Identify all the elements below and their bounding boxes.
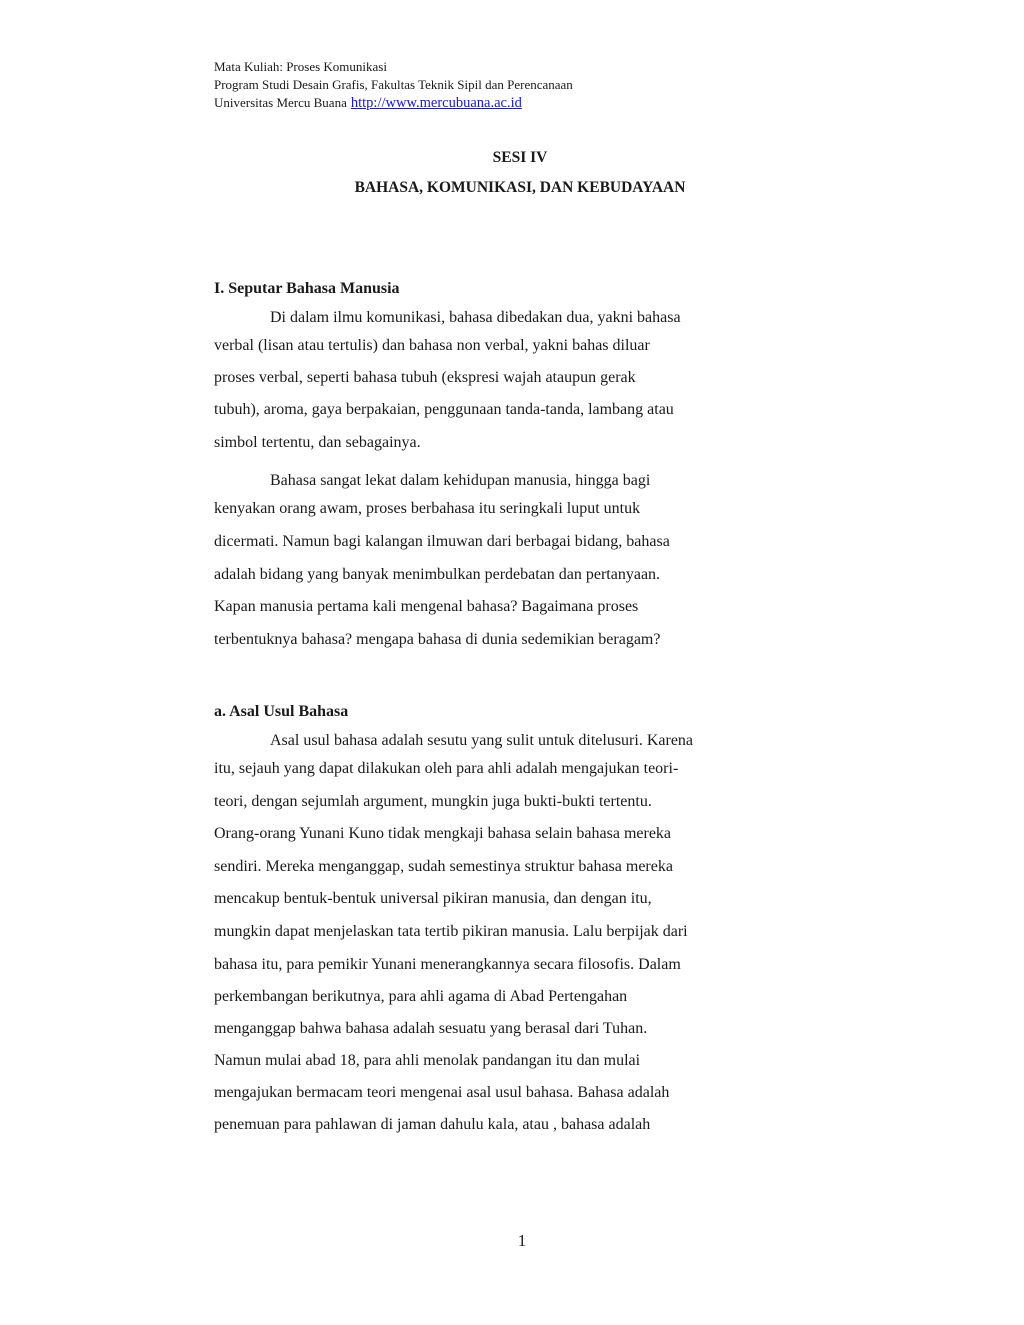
university-link[interactable]: http://www.mercubuana.ac.id bbox=[350, 95, 522, 111]
page-number: 1 bbox=[517, 1231, 527, 1250]
paragraph-line: Di dalam ilmu komunikasi, bahasa dibedakan dua, yakni bahasa bbox=[270, 309, 681, 326]
paragraph-line: Kapan manusia pertama kali mengenal bahasa? Bagaimana proses bbox=[214, 598, 639, 615]
paragraph-line: kenyakan orang awam, proses berbahasa itu seringkali luput untuk bbox=[214, 500, 641, 517]
paragraph-line: Bahasa sangat lekat dalam kehidupan manusia, hingga bagi bbox=[270, 472, 651, 489]
paragraph-line: teori, dengan sejumlah argument, mungkin juga bukti-bukti tertentu. bbox=[214, 793, 652, 810]
paragraph-line: mengajukan bermacam teori mengenai asal usul bahasa. Bahasa adalah bbox=[214, 1084, 670, 1101]
university-line bbox=[214, 94, 573, 112]
page-header bbox=[214, 58, 573, 112]
paragraph-line: sendiri. Mereka menganggap, sudah semestinya struktur bahasa mereka bbox=[214, 858, 673, 875]
session-title: SESI IV bbox=[492, 149, 548, 166]
paragraph-line: Orang-orang Yunani Kuno tidak mengkaji bahasa selain bahasa mereka bbox=[214, 825, 672, 842]
paragraph-line: menganggap bahwa bahasa adalah sesuatu yang berasal dari Tuhan. bbox=[214, 1020, 648, 1037]
paragraph-line: mencakup bentuk-bentuk universal pikiran manusia, dan dengan itu, bbox=[214, 890, 652, 907]
section-heading: I. Seputar Bahasa Manusia bbox=[214, 280, 400, 297]
paragraph-line: dicermati. Namun bagi kalangan ilmuwan dari berbagai bidang, bahasa bbox=[214, 533, 670, 550]
subsection-heading: a. Asal Usul Bahasa bbox=[214, 703, 349, 720]
paragraph-line: bahasa itu, para pemikir Yunani menerangkannya secara filosofis. Dalam bbox=[214, 956, 681, 973]
paragraph-line: tubuh), aroma, gaya berpakaian, penggunaan tanda-tanda, lambang atau bbox=[214, 401, 674, 418]
paragraph-line: Asal usul bahasa adalah sesutu yang sulit untuk ditelusuri. Karena bbox=[270, 732, 694, 749]
document-title: BAHASA, KOMUNIKASI, DAN KEBUDAYAAN bbox=[354, 179, 686, 196]
paragraph-line: simbol tertentu, dan sebagainya. bbox=[214, 434, 421, 451]
course-name: Mata Kuliah: Proses Komunikasi bbox=[214, 59, 387, 74]
paragraph-line: perkembangan berikutnya, para ahli agama di Abad Pertengahan bbox=[214, 988, 628, 1005]
university-name: Universitas Mercu Buana bbox=[214, 95, 347, 110]
paragraph-line: verbal (lisan atau tertulis) dan bahasa non verbal, yakni bahas diluar bbox=[214, 337, 650, 354]
program-name: Program Studi Desain Grafis, Fakultas Teknik Sipil dan Perencanaan bbox=[214, 77, 573, 92]
paragraph-line: proses verbal, seperti bahasa tubuh (ekspresi wajah ataupun gerak bbox=[214, 369, 636, 386]
paragraph-line: penemuan para pahlawan di jaman dahulu kala, atau , bahasa adalah bbox=[214, 1116, 651, 1133]
paragraph-line: Namun mulai abad 18, para ahli menolak pandangan itu dan mulai bbox=[214, 1052, 641, 1069]
paragraph-line: mungkin dapat menjelaskan tata tertib pikiran manusia. Lalu berpijak dari bbox=[214, 923, 688, 940]
paragraph-line: adalah bidang yang banyak menimbulkan perdebatan dan pertanyaan. bbox=[214, 566, 661, 583]
paragraph-line: itu, sejauh yang dapat dilakukan oleh para ahli adalah mengajukan teori- bbox=[214, 760, 679, 777]
paragraph-line: terbentuknya bahasa? mengapa bahasa di dunia sedemikian beragam? bbox=[214, 631, 661, 648]
